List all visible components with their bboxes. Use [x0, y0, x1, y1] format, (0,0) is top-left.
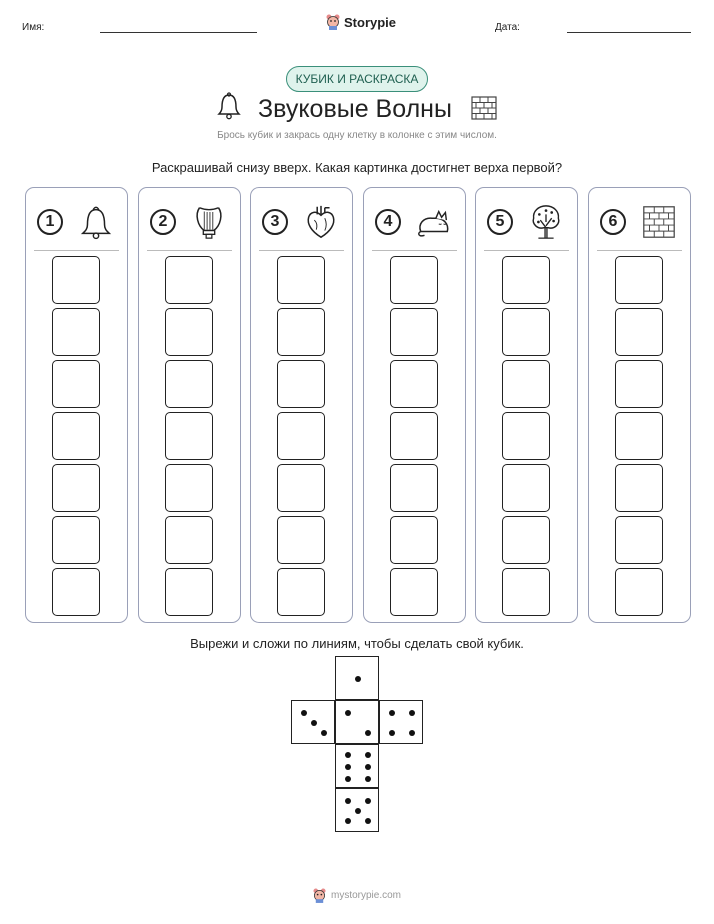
dice-pip	[365, 764, 371, 770]
color-cell[interactable]	[502, 256, 550, 304]
column-divider	[147, 250, 232, 251]
color-cell[interactable]	[52, 308, 100, 356]
color-cell[interactable]	[615, 516, 663, 564]
dice-pip	[365, 798, 371, 804]
column-2	[138, 187, 241, 623]
page-title: Звуковые Волны	[258, 95, 452, 123]
column-divider	[34, 250, 119, 251]
footer-url[interactable]: mystorypie.com	[330, 890, 401, 901]
anatomical-heart-icon	[302, 203, 340, 241]
column-5	[475, 187, 578, 623]
color-cell[interactable]	[165, 360, 213, 408]
color-cell[interactable]	[52, 516, 100, 564]
color-cell[interactable]	[615, 464, 663, 512]
color-cell[interactable]	[165, 412, 213, 460]
dice-face-5	[335, 788, 379, 832]
dice-pip	[355, 808, 361, 814]
color-cell[interactable]	[52, 412, 100, 460]
dice-pip	[389, 710, 395, 716]
dice-face-1	[335, 656, 379, 700]
dice-face-3	[291, 700, 335, 744]
column-header	[372, 202, 457, 242]
color-cell[interactable]	[502, 308, 550, 356]
sleeping-cat-icon	[415, 203, 453, 241]
column-header	[147, 202, 232, 242]
dice-pip	[345, 764, 351, 770]
dice-pip	[355, 676, 361, 682]
color-cell[interactable]	[52, 464, 100, 512]
dice-pip	[345, 798, 351, 804]
coloring-instruction: Раскрашивай снизу вверх. Какая картинка достигнет верха первой?	[151, 160, 563, 175]
dice-face-6	[335, 744, 379, 788]
title-brick-wall-icon	[471, 96, 497, 125]
color-cell[interactable]	[165, 256, 213, 304]
color-cell[interactable]	[165, 516, 213, 564]
column-header	[34, 202, 119, 242]
color-cell[interactable]	[52, 360, 100, 408]
column-number: 3	[262, 209, 288, 235]
footer	[313, 888, 401, 903]
color-cell[interactable]	[277, 464, 325, 512]
color-cell[interactable]	[165, 568, 213, 616]
color-cell[interactable]	[277, 360, 325, 408]
brand-name: Storypie	[344, 14, 397, 30]
dice-pip	[365, 818, 371, 824]
column-number: 1	[37, 209, 63, 235]
dice-pip	[409, 710, 415, 716]
dice-pip	[311, 720, 317, 726]
column-number: 2	[150, 209, 176, 235]
date-line[interactable]	[567, 32, 691, 33]
color-cell[interactable]	[502, 360, 550, 408]
column-6	[588, 187, 691, 623]
dice-pip	[345, 710, 351, 716]
column-number: 5	[487, 209, 513, 235]
dice-pip	[345, 776, 351, 782]
tree-icon	[527, 203, 565, 241]
color-cell[interactable]	[52, 568, 100, 616]
color-cell[interactable]	[615, 256, 663, 304]
color-cell[interactable]	[277, 256, 325, 304]
dice-pip	[345, 752, 351, 758]
color-cell[interactable]	[165, 308, 213, 356]
dice-pip	[321, 730, 327, 736]
column-header	[484, 202, 569, 242]
date-label: Дата:	[495, 22, 520, 33]
column-3	[250, 187, 353, 623]
color-cell[interactable]	[502, 412, 550, 460]
lyre-icon	[190, 203, 228, 241]
color-cell[interactable]	[390, 516, 438, 564]
column-header	[259, 202, 344, 242]
column-4	[363, 187, 466, 623]
dice-face-4	[379, 700, 423, 744]
dice-pip	[365, 730, 371, 736]
color-cell[interactable]	[615, 360, 663, 408]
column-divider	[259, 250, 344, 251]
storypie-bear-icon	[313, 888, 326, 903]
column-header	[597, 202, 682, 242]
color-cell[interactable]	[52, 256, 100, 304]
color-cell[interactable]	[277, 516, 325, 564]
dice-pip	[409, 730, 415, 736]
color-cell[interactable]	[390, 412, 438, 460]
color-cell[interactable]	[390, 308, 438, 356]
column-1	[25, 187, 128, 623]
storypie-bear-icon	[326, 14, 340, 30]
dice-face-2	[335, 700, 379, 744]
color-cell[interactable]	[502, 568, 550, 616]
dice-pip	[301, 710, 307, 716]
color-cell[interactable]	[390, 360, 438, 408]
brand-logo	[326, 14, 396, 30]
dice-pip	[389, 730, 395, 736]
color-cell[interactable]	[615, 568, 663, 616]
name-line[interactable]	[100, 32, 257, 33]
color-cell[interactable]	[277, 412, 325, 460]
title-bell-icon	[216, 92, 242, 125]
dice-pip	[365, 752, 371, 758]
column-number: 4	[375, 209, 401, 235]
dice-instruction: Вырежи и сложи по линиям, чтобы сделать свой кубик.	[190, 636, 524, 651]
color-cell[interactable]	[165, 464, 213, 512]
brick-wall-icon	[640, 203, 678, 241]
color-cell[interactable]	[615, 412, 663, 460]
color-cell[interactable]	[277, 568, 325, 616]
color-cell[interactable]	[615, 308, 663, 356]
column-divider	[597, 250, 682, 251]
dice-pip	[365, 776, 371, 782]
color-cell[interactable]	[390, 568, 438, 616]
color-cell[interactable]	[502, 516, 550, 564]
color-cell[interactable]	[390, 256, 438, 304]
column-divider	[484, 250, 569, 251]
column-number: 6	[600, 209, 626, 235]
activity-badge: КУБИК И РАСКРАСКА	[286, 66, 429, 92]
name-label: Имя:	[22, 22, 45, 33]
bell-icon	[77, 203, 115, 241]
page-subtitle: Брось кубик и закрась одну клетку в колонке с этим числом.	[217, 130, 497, 141]
dice-pip	[345, 818, 351, 824]
color-cell[interactable]	[277, 308, 325, 356]
color-cell[interactable]	[502, 464, 550, 512]
column-divider	[372, 250, 457, 251]
color-cell[interactable]	[390, 464, 438, 512]
